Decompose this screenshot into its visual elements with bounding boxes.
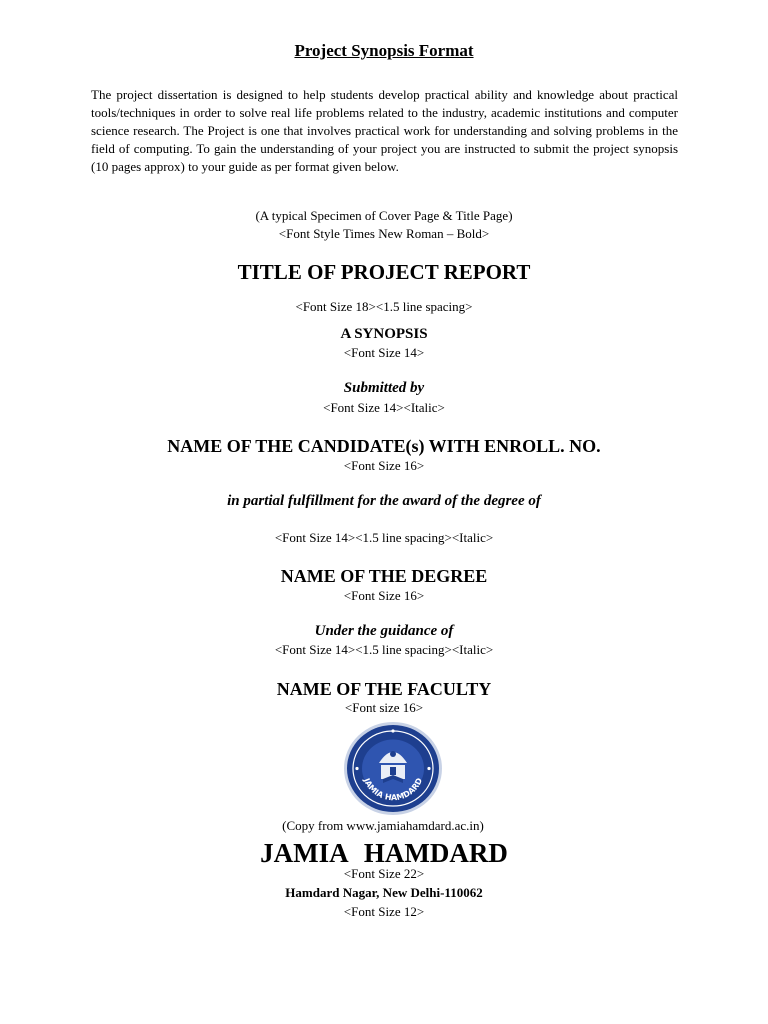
synopsis-note: <Font Size 14> (343, 345, 425, 360)
candidate-note: <Font Size 16> (343, 458, 425, 473)
university-note: <Font Size 22> (343, 866, 425, 881)
university-name: JAMIA HAMDARD (260, 838, 508, 868)
guidance-label: Under the guidance of (314, 623, 454, 639)
university-seal-icon (343, 721, 443, 816)
seal-text: JAMIA HAMDARD (361, 776, 425, 803)
document-heading: Project Synopsis Format (294, 41, 474, 60)
degree-name: NAME OF THE DEGREE (280, 566, 488, 586)
guidance-note: <Font Size 14><1.5 line spacing><Italic> (274, 642, 494, 657)
specimen-note: (A typical Specimen of Cover Page & Title Page) (255, 208, 513, 223)
address-note: <Font Size 12> (343, 904, 425, 919)
faculty-name: NAME OF THE FACULTY (276, 679, 492, 699)
faculty-note: <Font size 16> (344, 700, 424, 715)
copy-note: (Copy from www.jamiahamdard.ac.in) (282, 818, 484, 833)
fulfillment-note: <Font Size 14><1.5 line spacing><Italic> (274, 530, 494, 545)
degree-note: <Font Size 16> (343, 588, 425, 603)
font-style-note: <Font Style Times New Roman – Bold> (278, 226, 490, 241)
fulfillment-text: in partial fulfillment for the award of the degree of (227, 493, 541, 509)
synopsis-label: A SYNOPSIS (340, 326, 428, 342)
intro-paragraph: The project dissertation is designed to help students develop practical ability and knowledge about practical tools/techniques in order to solve real life problems related to the industry, academic institutions and computer science research. The Project is one that involves practical work for understanding and solving problems in the field of computing. To gain the understanding of your project you are instructed to submit the project synopsis (10 pages approx) to your guide as per format given below. (91, 87, 678, 174)
candidate-name: NAME OF THE CANDIDATE(s) WITH ENROLL. NO. (167, 436, 601, 456)
project-title: TITLE OF PROJECT REPORT (237, 260, 531, 284)
university-address: Hamdard Nagar, New Delhi-110062 (285, 885, 483, 900)
submitted-by-note: <Font Size 14><Italic> (323, 400, 445, 415)
submitted-by-label: Submitted by (343, 380, 425, 396)
project-title-note: <Font Size 18><1.5 line spacing> (295, 299, 473, 314)
